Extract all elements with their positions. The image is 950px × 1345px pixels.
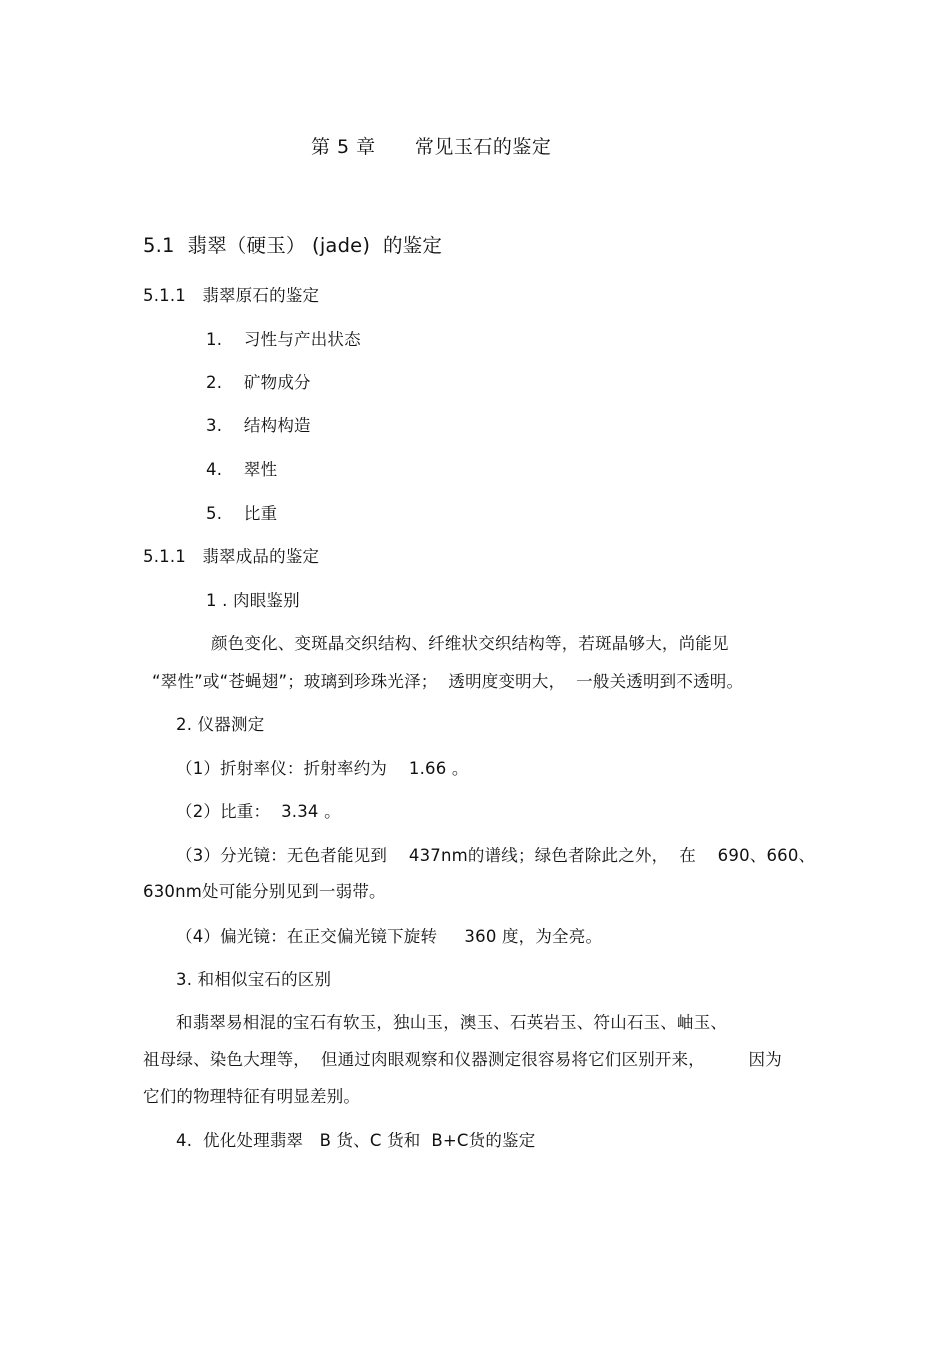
- subsection-title: 5.1.1 翡翠原石的鉴定: [143, 286, 320, 305]
- paragraph-line: 和翡翠易相混的宝石有软玉，独山玉，澳玉、石英岩玉、符山石玉、岫玉、: [176, 1013, 728, 1032]
- list-item: 5. 比重: [206, 504, 278, 523]
- paragraph-heading: 2. 仪器测定: [176, 715, 265, 734]
- list-item: （1）折射率仪：折射率约为 1.66 。: [176, 759, 469, 778]
- list-item: （3）分光镜：无色者能见到 437nm的谱线；绿色者除此之外， 在 690、660、: [176, 846, 816, 865]
- paragraph-line: “翠性”或“苍蝇翅”；玻璃到珍珠光泽； 透明度变明大， 一般关透明到不透明。: [152, 672, 744, 691]
- subsection-title: 5.1.1 翡翠成品的鉴定: [143, 547, 320, 566]
- paragraph-heading: 4. 优化处理翡翠 B 货、C 货和 B+C货的鉴定: [176, 1131, 536, 1150]
- chapter-title: 第 5 章 常见玉石的鉴定: [311, 136, 552, 158]
- section-title: 5.1 翡翠（硬玉） (jade) 的鉴定: [143, 234, 443, 257]
- list-item: 3. 结构构造: [206, 416, 311, 435]
- list-item: 630nm处可能分别见到一弱带。: [143, 882, 386, 901]
- paragraph-line: 它们的物理特征有明显差别。: [143, 1087, 361, 1106]
- paragraph-heading: 1 . 肉眼鉴别: [206, 591, 300, 610]
- list-item: 1. 习性与产出状态: [206, 330, 361, 349]
- paragraph-line: 祖母绿、染色大理等， 但通过肉眼观察和仪器测定很容易将它们区别开来， 因为: [143, 1050, 782, 1069]
- list-item: （4）偏光镜：在正交偏光镜下旋转 360 度，为全亮。: [176, 927, 603, 946]
- list-item: （2）比重： 3.34 。: [176, 802, 341, 821]
- list-item: 4. 翠性: [206, 460, 278, 479]
- paragraph-line: 颜色变化、变斑晶交织结构、纤维状交织结构等，若斑晶够大，尚能见: [211, 634, 729, 653]
- paragraph-heading: 3. 和相似宝石的区别: [176, 970, 332, 989]
- list-item: 2. 矿物成分: [206, 373, 311, 392]
